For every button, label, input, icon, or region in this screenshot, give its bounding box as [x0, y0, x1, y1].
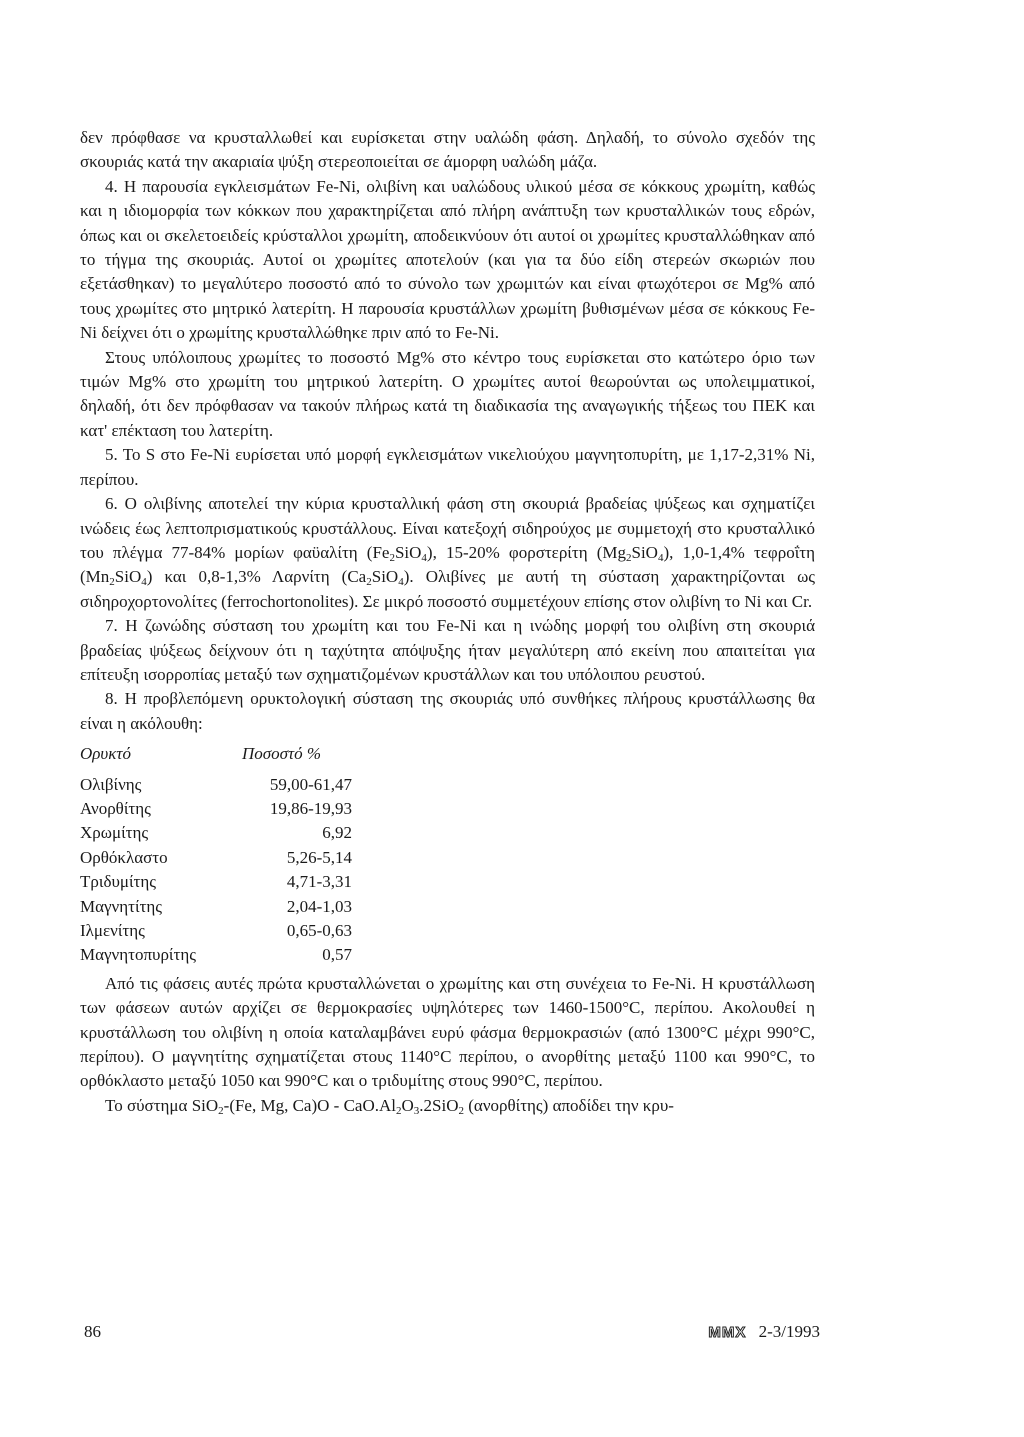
subscript: 2: [389, 551, 395, 564]
mineral-name: Μαγνητίτης: [80, 896, 162, 916]
subscript: 2: [396, 1104, 402, 1117]
journal-reference: [708, 1322, 820, 1342]
journal-issue: 2-3/1993: [758, 1322, 820, 1341]
text-run: SiO: [114, 567, 142, 587]
table-row: [80, 943, 352, 967]
body-text: [80, 126, 815, 1118]
text-run: SiO: [371, 567, 399, 587]
mineral-percentage: 59,00-61,47: [269, 774, 352, 794]
mineral-name: Ιλμενίτης: [80, 921, 145, 940]
mineral-percentage: 19,86-19,93: [269, 798, 352, 818]
paragraph-8: 8. Η προβλεπόμενη ορυκτολογική σύσταση της σκουριάς υπό συνθήκες πλήρους κρυστάλλωσης θα είναι η ακόλουθη:: [80, 689, 815, 733]
text-run: ) και 0,8-1,3% Λαρνίτη (Ca: [146, 567, 367, 587]
column-header-percentage: Ποσοστό %: [242, 744, 322, 764]
text-run: 6. Ο ολιβίνης αποτελεί την κύρια κρυσταλλική φάση στη σκουριά βραδείας ψύξεως και σχηματίζει ινώδεις έως λεπτοπρισματικούς κρυστάλλους. Είναι κατεξοχή σιδηρούχος με συμμετοχή στο κρυσταλλικό του πλέγμα 77-84% μορίων φαϋαλίτη (Fe: [80, 494, 815, 562]
text-run: Το σύστημα SiO: [105, 1095, 219, 1115]
table-row: [80, 773, 352, 797]
table-row: [80, 797, 352, 821]
text-run: SiO: [631, 542, 658, 562]
table-row: [80, 821, 352, 845]
table-row: [80, 870, 352, 894]
mineral-percentage: 0,57: [322, 945, 352, 965]
mineral-composition-table: [80, 742, 352, 968]
text-run: O: [401, 1095, 414, 1115]
mineral-percentage: 4,71-3,31: [286, 872, 352, 892]
subscript: 2: [366, 576, 372, 589]
subscript: 2: [458, 1104, 464, 1117]
subscript: 4: [657, 551, 664, 564]
paragraph-9: Από τις φάσεις αυτές πρώτα κρυσταλλώνεται ο χρωμίτης και στη συνέχεια το Fe-Ni. Η κρυστάλλωση των φάσεων αυτών αρχίζει σε θερμοκρασίες υψηλότερες των 1460-1500°C, περίπου. Ακολουθεί η κρυστάλλωση του ολιβίνη η οποία καταλαμβάνει ευρύ φάσμα θερμοκρασιών (από 1300°C μέχρι 990°C, περίπου). Ο μαγνητίτης σχηματίζεται στους 1140°C περίπου, ο ανορθίτης μεταξύ 1100 και 990°C, το ορθόκλαστο μεταξύ 1050 και 990°C και ο τριδυμίτης στους 990°C, περίπου.: [80, 973, 815, 1091]
journal-logo: ΜΜΧ: [708, 1324, 747, 1341]
text-run: ), 1,0-1,4% τεφροΐτη (Mn: [80, 542, 816, 587]
paragraph-continuation: δεν πρόφθασε να κρυσταλλωθεί και ευρίσκεται στην υαλώδη φάση. Δηλαδή, το σύνολο σχεδόν της σκουριάς κατά την ακαριαία ψύξη στερεοποιείται σε άμορφη υαλώδη μάζα.: [80, 128, 815, 172]
paragraph-4: 4. Η παρουσία εγκλεισμάτων Fe-Ni, ολιβίνη και υαλώδους υλικού μέσα σε κόκκους χρωμίτη, καθώς και η ιδιομορφία των κόκκων που χαρακτηρίζεται από πλήρη ανάπτυξη των κρυσταλλικών τους εδρών, όπως και οι σκελετοειδείς κρύσταλλοι χρωμίτη, αποδεικνύουν ότι αυτοί οι χρωμίτες κρυσταλλώθηκαν από το τήγμα της σκουριάς. Αυτοί οι χρωμίτες αποτελούν (και για τα δύο είδη στερεών σκωριών που εξετάσθηκαν) το μεγαλύτερο ποσοστό από το σύνολο των χρωμιτών και είναι φτωχότεροι σε Mg% από τους χρωμίτες στο μητρικό λατερίτη. Η παρουσία κρυστάλλων χρωμίτη βυθισμένων μέσα σε κόκκους Fe-Ni δείχνει ότι ο χρωμίτης κρυσταλλώθηκε πριν από το Fe-Ni.: [80, 176, 815, 343]
mineral-name: Ανορθίτης: [80, 798, 151, 818]
mineral-name: Τριδυμίτης: [80, 872, 157, 892]
page-number: 86: [84, 1322, 101, 1341]
table-row: [80, 895, 352, 919]
page-footer: [80, 1322, 820, 1346]
text-run: -(Fe, Mg, Ca)O - CaO.Al: [223, 1095, 396, 1115]
mineral-percentage: 2,04-1,03: [286, 896, 352, 916]
subscript: 2: [218, 1104, 224, 1117]
subscript: 4: [421, 551, 427, 564]
paragraph-5: 5. Το S στο Fe-Ni ευρίσεται υπό μορφή εγκλεισμάτων νικελιούχου μαγνητοπυρίτη, με 1,17-2,31% Ni, περίπου.: [80, 445, 815, 489]
mineral-name: Χρωμίτης: [80, 823, 149, 843]
mineral-name: Μαγνητοπυρίτης: [80, 945, 196, 965]
subscript: 2: [626, 551, 632, 564]
subscript: 3: [413, 1104, 420, 1117]
mineral-name: Ολιβίνης: [80, 774, 142, 794]
text-run: ). Ολιβίνες με αυτή τη σύσταση χαρακτηρίζονται ως σιδηροχορτονολίτες (ferrochortonolites). Σε μικρό ποσοστό συμμετέχουν επίσης στον ολιβίνη το Ni και Cr.: [80, 567, 815, 611]
text-run: SiO: [394, 542, 422, 562]
paragraph-7: 7. Η ζωνώδης σύσταση του χρωμίτη και του Fe-Ni και η ινώδης μορφή του ολιβίνη στη σκουριά βραδείας ψύξεως δείχνουν ότι η ταχύτητα απόψυξης ήταν μεγαλύτερη από εκείνη που απαιτείται για επίτευξη ισορροπίας μεταξύ των σχηματιζομένων κρυστάλλων και του υπόλοιπου ρευστού.: [80, 616, 815, 684]
table-header-row: [80, 742, 352, 772]
subscript: 4: [141, 576, 147, 589]
paragraph-6: [80, 492, 815, 614]
mineral-percentage: 5,26-5,14: [286, 847, 352, 867]
text-run: .2SiO: [419, 1095, 459, 1115]
text-run: (ανορθίτης) αποδίδει την κρυ-: [464, 1095, 674, 1115]
text-run: ), 15-20% φορστερίτη (Mg: [426, 542, 626, 562]
table-row: [80, 846, 352, 870]
paragraph-4-continued: Στους υπόλοιπους χρωμίτες το ποσοστό Mg% στο κέντρο τους ευρίσκεται στο κατώτερο όριο των τιμών Mg% στο χρωμίτη του μητρικού λατερίτη. Ο χρωμίτες αυτοί θεωρούνται ως υπολειμματικοί, δηλαδή, ότι δεν πρόφθασαν να τακούν πλήρως κατά τη διαδικασία της αναγωγικής τήξεως του ΠΕΚ και κατ' επέκταση του λατερίτη.: [80, 347, 815, 440]
mineral-percentage: 6,92: [322, 823, 352, 843]
table-row: [80, 919, 352, 943]
subscript: 4: [398, 576, 404, 589]
column-header-mineral: Ορυκτό: [80, 744, 131, 764]
paragraph-10: [80, 1094, 815, 1118]
mineral-name: Ορθόκλαστο: [80, 847, 168, 867]
subscript: 2: [109, 576, 115, 589]
mineral-percentage: 0,65-0,63: [286, 921, 352, 940]
